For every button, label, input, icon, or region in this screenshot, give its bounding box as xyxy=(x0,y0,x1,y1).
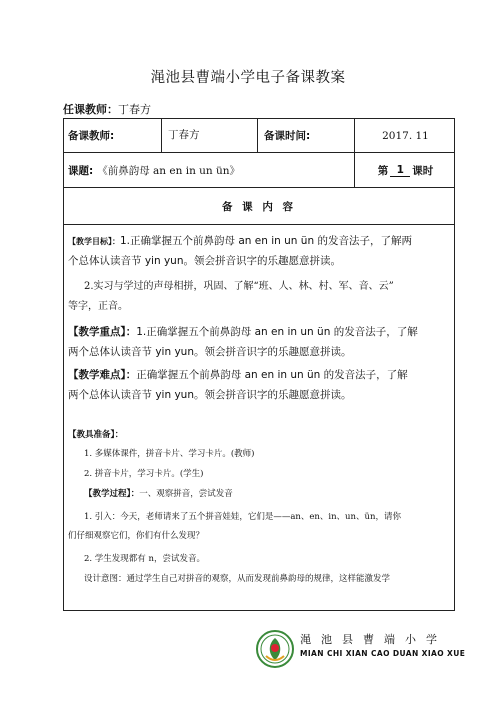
period-prefix: 第 xyxy=(377,164,389,177)
school-emblem-icon xyxy=(256,630,294,668)
teaching-goal-label: 【教学目标】： xyxy=(68,237,120,246)
teaching-goal-2b: 等字，正音。 xyxy=(68,301,128,312)
row-prep-info xyxy=(64,119,454,153)
footer-school-name: 渑池县曹端小学 xyxy=(300,633,447,646)
prep-teacher-label: 备课教师: xyxy=(68,130,115,142)
teaching-goal-2a: 2.实习与学过的声母相拼，巩固、了解“班、人、林、村、军、音、云” xyxy=(84,281,394,292)
difficulty-label: 【教学难点】： xyxy=(68,369,137,381)
difficulty-a: 【教学难点】：正确掌握五个前鼻韵母 an en in un ün 的发音法子，了解 xyxy=(68,369,408,381)
process-item-2: 2. 学生发现都有 n，尝试发音。 xyxy=(84,554,205,564)
tools-heading: 【教具准备】： xyxy=(68,430,124,440)
tools-item-1: 1. 多媒体课件，拼音卡片、学习卡片。(教师) xyxy=(84,449,255,459)
key-point-a: 【教学重点】：1.正确掌握五个前鼻韵母 an en in un ün 的发音法子，了解 xyxy=(68,326,418,338)
design-intent: 设计意图：通过学生自己对拼音的观察，从而发现前鼻韵母的规律，这样能激发学 xyxy=(84,574,391,584)
process-heading: 【教学过程】：一、观察拼音，尝试发音 xyxy=(84,489,233,499)
lesson-period xyxy=(354,153,456,187)
teacher-line xyxy=(63,101,151,117)
teaching-goal-1a: 【教学目标】：1.正确掌握五个前鼻韵母 an en in un ün 的发音法子，了解两 xyxy=(68,235,412,247)
teacher-name: 丁春方 xyxy=(118,103,151,116)
difficulty-b: 两个总体认读音节 yin yun。领会拼音识字的乐趣愿意拼读。 xyxy=(68,389,352,401)
lesson-plan-table xyxy=(63,118,455,611)
prep-teacher-value: 丁春方 xyxy=(161,119,257,152)
teacher-label: 任课教师： xyxy=(63,103,118,116)
period-suffix: 课时 xyxy=(412,164,434,177)
process-item-1b: 们仔细观察它们，你们有什么发现？ xyxy=(68,531,205,541)
key-point-label: 【教学重点】： xyxy=(68,326,137,338)
row-section-header xyxy=(64,188,454,225)
prep-time-label: 备课时间: xyxy=(257,119,354,152)
teaching-goal-1b: 个总体认读音节 yin yun。领会拼音识字的乐趣愿意拼读。 xyxy=(68,255,341,267)
tools-item-2: 2. 拼音卡片，学习卡片。(学生) xyxy=(84,469,204,479)
process-item-1a: 1. 引入：今天，老师请来了五个拼音娃娃，它们是——an、en、in、un、ün，请你 xyxy=(84,512,401,522)
prep-time-value: 2017. 11 xyxy=(354,119,456,152)
footer-school-name-en: MIAN CHI XIAN CAO DUAN XIAO XUE xyxy=(300,649,466,658)
row-topic xyxy=(64,153,454,188)
section-header: 备 课 内 容 xyxy=(222,200,296,213)
document-title: 渑池县曹端小学电子备课教案 xyxy=(150,70,346,86)
topic-value: 《前鼻韵母 an en in un ün》 xyxy=(97,164,241,177)
topic-label: 课题: xyxy=(68,164,94,177)
key-point-b: 两个总体认读音节 yin yun。领会拼音识字的乐趣愿意拼读。 xyxy=(68,346,352,358)
period-number: 1 xyxy=(390,164,410,177)
